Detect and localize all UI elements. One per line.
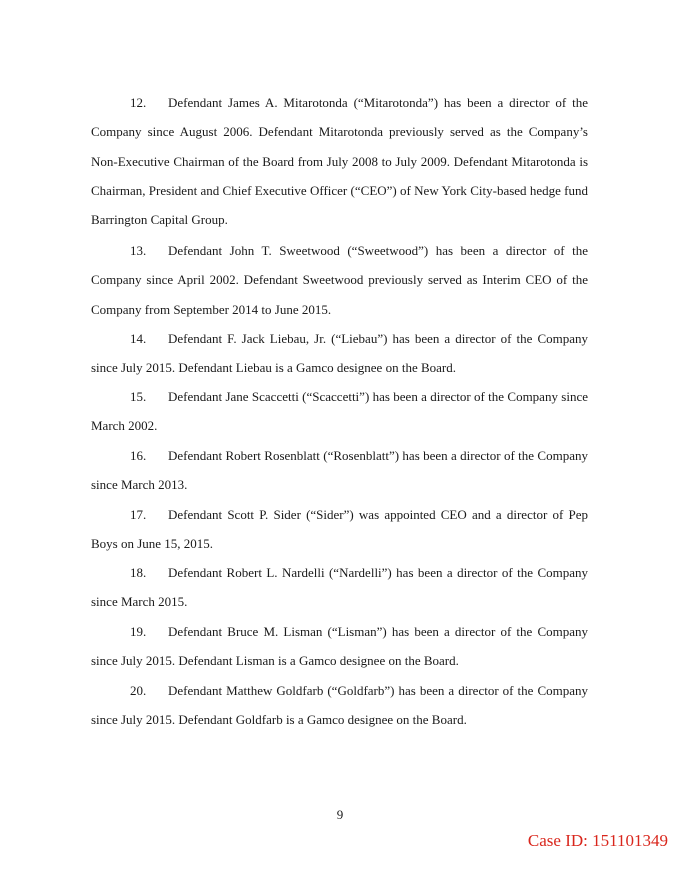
paragraph-19 [91, 617, 588, 676]
paragraph-text: Defendant Robert Rosenblatt (“Rosenblatt”) has been a director of the Company since March 2013. [91, 448, 588, 493]
paragraph-text: Defendant Bruce M. Lisman (“Lisman”) has been a director of the Company since July 2015. Defendant Lisman is a Gamco designee on the Board. [91, 624, 588, 669]
paragraph-number: 13. [130, 243, 147, 258]
page-number: 9 [336, 807, 344, 822]
paragraph-16 [91, 441, 588, 500]
paragraph-number: 16. [130, 448, 147, 463]
paragraph-text: Defendant James A. Mitarotonda (“Mitarotonda”) has been a director of the Company since August 2006. Defendant Mitarotonda previously served as the Company’s Non-Executive Chairman of the Board from July 2008 to July 2009. Defendant Mitarotonda is Chairman, President and Chief Executive Officer (“CEO”) of New York City-based hedge fund Barrington Capital Group. [91, 95, 588, 228]
paragraph-20 [91, 676, 588, 735]
paragraph-number: 17. [130, 507, 147, 522]
paragraph-13 [91, 236, 588, 324]
paragraph-text: Defendant Scott P. Sider (“Sider”) was appointed CEO and a director of Pep Boys on June 15, 2015. [91, 507, 588, 552]
paragraph-number: 18. [130, 565, 147, 580]
paragraph-number: 20. [130, 683, 147, 698]
paragraph-17 [91, 500, 588, 559]
paragraph-18 [91, 558, 588, 617]
paragraph-number: 19. [130, 624, 147, 639]
paragraph-12 [91, 88, 588, 234]
paragraph-number: 12. [130, 95, 147, 110]
paragraph-text: Defendant Matthew Goldfarb (“Goldfarb”) has been a director of the Company since July 2015. Defendant Goldfarb is a Gamco designee on the Board. [91, 683, 588, 728]
paragraph-text: Defendant Jane Scaccetti (“Scaccetti”) has been a director of the Company since March 2002. [91, 389, 588, 434]
paragraph-number: 14. [130, 331, 147, 346]
paragraph-text: Defendant Robert L. Nardelli (“Nardelli”) has been a director of the Company since March 2015. [91, 565, 588, 610]
case-id-stamp: Case ID: 151101349 [527, 831, 668, 850]
paragraph-14 [91, 324, 588, 383]
paragraph-number: 15. [130, 389, 147, 404]
paragraph-15 [91, 382, 588, 441]
paragraph-text: Defendant John T. Sweetwood (“Sweetwood”) has been a director of the Company since April 2002. Defendant Sweetwood previously served as Interim CEO of the Company from September 2014 to June 2015. [91, 243, 588, 317]
paragraph-text: Defendant F. Jack Liebau, Jr. (“Liebau”) has been a director of the Company since July 2015. Defendant Liebau is a Gamco designee on the Board. [91, 331, 588, 376]
